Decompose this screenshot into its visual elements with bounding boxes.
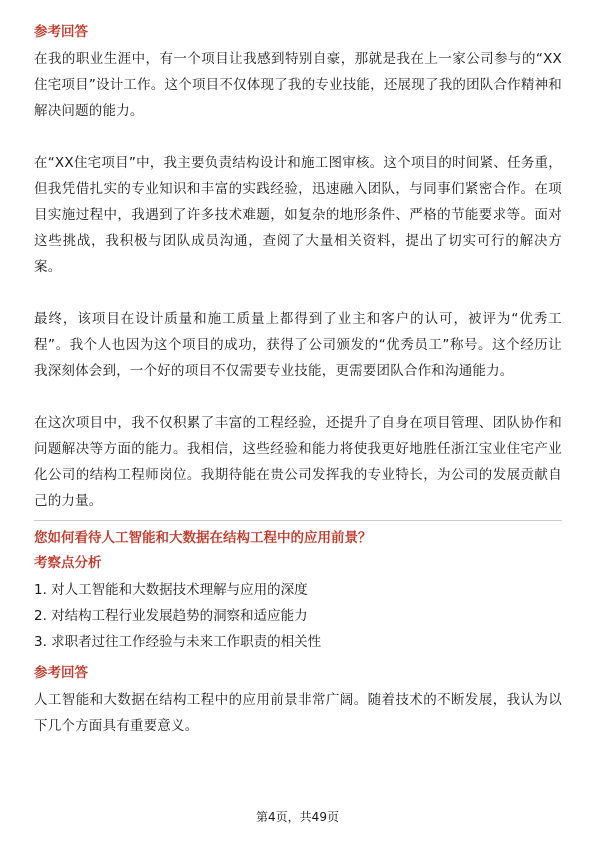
section-divider	[34, 520, 562, 521]
answer-paragraph-5: 人工智能和大数据在结构工程中的应用前景非常广阔。随着技术的不断发展，我认为以下几个方面具有重要意义。	[34, 692, 562, 734]
answer-paragraph-4: 在这次项目中，我不仅积累了丰富的工程经验，还提升了自身在项目管理、团队协作和问题解决等方面的能力。我相信，这些经验和能力将使我更好地胜任浙江宝业住宅产业化公司的结构工程师岗位。我期待能在贵公司发挥我的专业特长，为公司的发展贡献自己的力量。	[34, 415, 562, 509]
analysis-item-1: 1. 对人工智能和大数据技术理解与应用的深度	[34, 582, 308, 598]
analysis-item-2: 2. 对结构工程行业发展趋势的洞察和适应能力	[34, 608, 308, 624]
answer-paragraph-2: 在“XX住宅项目”中，我主要负责结构设计和施工图审核。这个项目的时间紧、任务重，但我凭借扎实的专业知识和丰富的实践经验，迅速融入团队，与同事们紧密合作。在项目实施过程中，我遇到了许多技术难题，如复杂的地形条件、严格的节能要求等。面对这些挑战，我积极与团队成员沟通，查阅了大量相关资料，提出了切实可行的解决方案。	[34, 155, 562, 275]
answer-paragraph-1: 在我的职业生涯中，有一个项目让我感到特别自豪，那就是我在上一家公司参与的“XX住宅项目”设计工作。这个项目不仅体现了我的专业技能，还展现了我的团队合作精神和解决问题的能力。	[34, 51, 562, 119]
page-number: 第4页，共49页	[256, 810, 339, 824]
page-content	[34, 22, 562, 739]
analysis-item-3: 3. 求职者过往工作经验与未来工作职责的相关性	[34, 634, 322, 650]
analysis-heading: 考察点分析	[34, 555, 102, 571]
question-title: 您如何看待人工智能和大数据在结构工程中的应用前景？	[34, 530, 372, 546]
answer-paragraph-3: 最终，该项目在设计质量和施工质量上都得到了业主和客户的认可，被评为“优秀工程”。我个人也因为这个项目的成功，获得了公司颁发的“优秀员工”称号。这个经历让我深刻体会到，一个好的项目不仅需要专业技能，更需要团队合作和沟通能力。	[34, 311, 562, 379]
answer-heading-2: 参考回答	[34, 665, 88, 681]
answer-heading: 参考回答	[34, 24, 88, 40]
